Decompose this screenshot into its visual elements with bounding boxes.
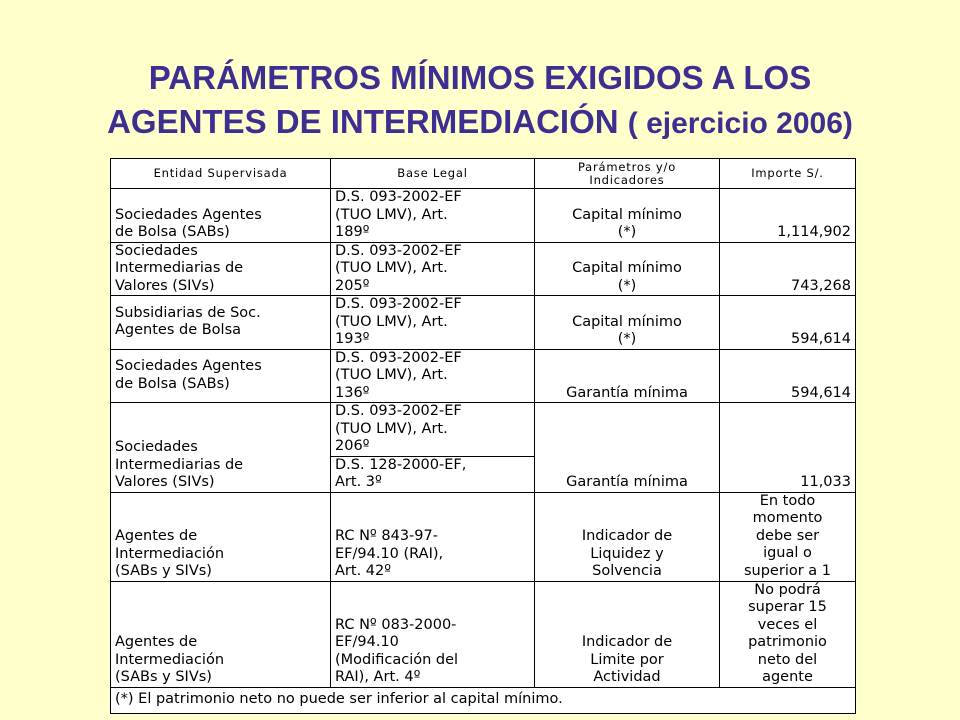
header-legal-base: Base Legal	[331, 159, 535, 189]
cell-legal-base: RC Nº 843-97- EF/94.10 (RAI), Art. 42º	[331, 492, 535, 581]
table-row	[111, 189, 856, 243]
page-title	[0, 56, 960, 146]
cell-parameter: Garantía mínima	[535, 349, 720, 403]
cell-entity: Agentes de Intermediación (SABs y SIVs)	[111, 581, 331, 687]
title-line-1: PARÁMETROS MÍNIMOS EXIGIDOS A LOS	[148, 59, 812, 96]
cell-parameter: Garantía mínima	[535, 403, 720, 493]
cell-parameter: Capital mínimo (*)	[535, 296, 720, 350]
title-line-2	[0, 100, 960, 146]
table-row	[111, 492, 856, 581]
cell-legal-base: D.S. 093-2002-EF (TUO LMV), Art. 205º	[331, 242, 535, 296]
table-row	[111, 242, 856, 296]
table-row	[111, 581, 856, 687]
header-entity: Entidad Supervisada	[111, 159, 331, 189]
cell-parameter: Indicador de Liquidez y Solvencia	[535, 492, 720, 581]
cell-amount: 1,114,902	[720, 189, 856, 243]
cell-amount: 594,614	[720, 349, 856, 403]
title-year: ( ejercicio 2006)	[627, 107, 853, 140]
parameters-table	[110, 158, 856, 714]
table-header-row	[111, 159, 856, 189]
cell-amount: En todo momento debe ser igual o superior a 1	[720, 492, 856, 581]
cell-parameter: Indicador de Limite por Actividad	[535, 581, 720, 687]
cell-parameter: Capital mínimo (*)	[535, 189, 720, 243]
table-row	[111, 403, 856, 457]
cell-amount: 11,033	[720, 403, 856, 493]
cell-legal-base: D.S. 093-2002-EF (TUO LMV), Art. 206º	[331, 403, 535, 457]
table-row	[111, 349, 856, 403]
cell-legal-base: D.S. 093-2002-EF (TUO LMV), Art. 189º	[331, 189, 535, 243]
cell-entity: Subsidiarias de Soc. Agentes de Bolsa	[111, 296, 331, 350]
cell-entity: Agentes de Intermediación (SABs y SIVs)	[111, 492, 331, 581]
title-line-2-main: AGENTES DE INTERMEDIACIÓN	[107, 103, 619, 140]
footnote-row	[111, 687, 856, 713]
cell-legal-base: D.S. 093-2002-EF (TUO LMV), Art. 136º	[331, 349, 535, 403]
cell-amount: 594,614	[720, 296, 856, 350]
table-row	[111, 296, 856, 350]
cell-legal-base: D.S. 093-2002-EF (TUO LMV), Art. 193º	[331, 296, 535, 350]
header-parameters: Parámetros y/o Indicadores	[535, 159, 720, 189]
cell-amount: No podrá superar 15 veces el patrimonio neto del agente	[720, 581, 856, 687]
footnote: (*) El patrimonio neto no puede ser inferior al capital mínimo.	[111, 687, 856, 713]
cell-entity: Sociedades Agentes de Bolsa (SABs)	[111, 349, 331, 403]
cell-legal-base-2: D.S. 128-2000-EF, Art. 3º	[331, 456, 535, 492]
cell-entity: Sociedades Agentes de Bolsa (SABs)	[111, 189, 331, 243]
cell-amount: 743,268	[720, 242, 856, 296]
cell-entity: Sociedades Intermediarias de Valores (SIVs)	[111, 242, 331, 296]
cell-legal-base: RC Nº 083-2000- EF/94.10 (Modificación del RAI), Art. 4º	[331, 581, 535, 687]
cell-parameter: Capital mínimo (*)	[535, 242, 720, 296]
header-amount: Importe S/.	[720, 159, 856, 189]
cell-entity: Sociedades Intermediarias de Valores (SIVs)	[111, 403, 331, 493]
